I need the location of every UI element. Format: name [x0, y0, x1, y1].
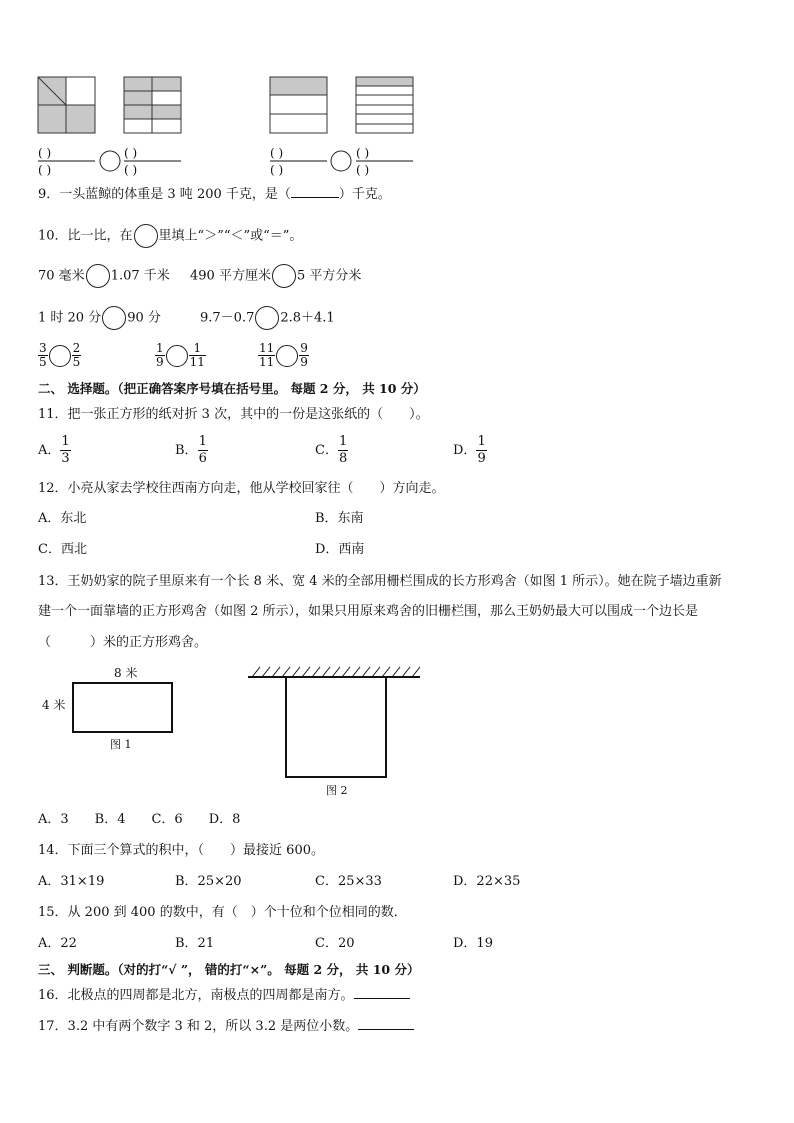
question-14: 14．下面三个算式的积中，（ ）最接近 600。: [38, 843, 324, 858]
compare-circle[interactable]: [49, 345, 71, 367]
section-title: 三、 判断题。（对的打“√ ”， 错的打“×”。 每题 2 分， 共 10 分）: [38, 962, 420, 977]
compare-item: [190, 264, 361, 288]
numerator: 3: [39, 341, 47, 355]
fraction: [258, 342, 275, 369]
q16-text: 16．北极点的四周都是北方，南极点的四周都是南方。: [38, 988, 354, 1003]
compare-circle[interactable]: [255, 306, 279, 330]
compare-circle[interactable]: [166, 345, 188, 367]
fraction: [476, 434, 486, 467]
fig1-height-label: 4 米: [42, 698, 66, 712]
compare-circle[interactable]: [102, 306, 126, 330]
numerator: 1: [198, 434, 207, 449]
q9-text: 9．一头蓝鲸的体重是 3 吨 200 千克，是（: [38, 187, 291, 202]
frac-blank-bottom: ( ): [270, 163, 284, 177]
fraction: [189, 342, 206, 369]
denominator: 11: [189, 355, 205, 369]
compare-left: 9.7－0.7: [200, 310, 255, 326]
option[interactable]: C．西北: [38, 542, 87, 557]
q10-text-b: 里填上“＞”“＜”或“＝”。: [158, 228, 303, 244]
question-11: 11．把一张正方形的纸对折 3 次，其中的一份是这张纸的（ ）。: [38, 407, 429, 422]
option-label: A．: [38, 443, 61, 458]
fraction-figure-d: [356, 77, 413, 133]
answer-blank[interactable]: [358, 1029, 414, 1030]
question-13-line-3: （ ）米的正方形鸡舍。: [38, 635, 208, 650]
fig1-width-label: 8 米: [114, 666, 138, 680]
denominator: 9: [156, 355, 164, 369]
question-16: [38, 988, 410, 1004]
frac-blank-top: ( ): [124, 146, 138, 160]
option[interactable]: D．西南: [315, 542, 365, 557]
denominator: 11: [259, 355, 275, 369]
frac-blank-top: ( ): [356, 146, 370, 160]
question-13-line-1: 13．王奶奶家的院子里原来有一个长 8 米、宽 4 米的全部用栅栏围成的长方形鸡舍（如图 1 所示）。她在院子墙边重新: [38, 574, 722, 589]
compare-right: 90 分: [127, 310, 161, 326]
fig1-caption: 图 1: [110, 738, 132, 751]
question-9: [38, 187, 391, 203]
compare-left: 70 毫米: [38, 268, 85, 284]
fraction: [299, 342, 309, 369]
fraction-figures: [0, 0, 794, 180]
compare-fraction-item: [258, 342, 309, 369]
fence-figures: [0, 660, 794, 800]
denominator: 9: [477, 451, 486, 466]
option[interactable]: [315, 433, 348, 469]
q13-options[interactable]: A．3 B．4 C．6 D．8: [38, 812, 241, 827]
option-label: B．: [175, 443, 198, 458]
option[interactable]: D．22×35: [453, 874, 521, 889]
option[interactable]: B．21: [175, 936, 215, 951]
numerator: 9: [300, 341, 308, 355]
option[interactable]: D．19: [453, 936, 493, 951]
denominator: 5: [39, 355, 47, 369]
option[interactable]: [175, 433, 208, 469]
q10-text-a: 10．比一比，在: [38, 228, 133, 244]
option-label: D．: [453, 443, 477, 458]
option[interactable]: [38, 433, 71, 469]
question-12: 12．小亮从家去学校往西南方向走，他从学校回家往（ ）方向走。: [38, 481, 445, 496]
q9-after: ）千克。: [338, 187, 391, 202]
answer-blank[interactable]: [354, 998, 410, 999]
option[interactable]: A．22: [38, 936, 77, 951]
denominator: 8: [338, 451, 348, 466]
numerator: 1: [189, 342, 206, 356]
numerator: 11: [259, 341, 275, 355]
fraction-figure-a: [38, 77, 95, 133]
compare-circle[interactable]: [134, 224, 158, 248]
frac-blank-top: ( ): [38, 146, 52, 160]
frac-blank-bottom: ( ): [38, 163, 52, 177]
fig2-caption: 图 2: [326, 784, 348, 797]
frac-blank-bottom: ( ): [356, 163, 370, 177]
numerator: 1: [477, 434, 486, 449]
q17-text: 17．3.2 中有两个数字 3 和 2，所以 3.2 是两位小数。: [38, 1019, 359, 1034]
option[interactable]: B．25×20: [175, 874, 242, 889]
compare-circle[interactable]: [272, 264, 296, 288]
compare-right: 5 平方分米: [296, 268, 362, 284]
figure-1: [42, 665, 172, 751]
answer-blank[interactable]: [291, 197, 339, 198]
compare-left: 1 时 20 分: [38, 310, 102, 326]
fraction: [38, 342, 48, 369]
fraction-figure-c: [270, 77, 327, 133]
question-10: [38, 224, 302, 248]
fraction: [338, 434, 348, 467]
fraction: [198, 434, 208, 467]
compare-right: 2.8＋4.1: [280, 310, 335, 326]
compare-item: [38, 306, 161, 330]
fraction-figure-b: [124, 77, 181, 133]
question-17: [38, 1019, 414, 1035]
numerator: 1: [156, 341, 164, 355]
option-label: C．: [315, 443, 338, 458]
option[interactable]: C．20: [315, 936, 355, 951]
section-title: 二、 选择题。（把正确答案序号填在括号里。 每题 2 分， 共 10 分）: [38, 381, 426, 396]
numerator: 2: [72, 341, 81, 355]
compare-right: 1.07 千米: [110, 268, 170, 284]
denominator: 3: [61, 451, 70, 466]
option[interactable]: B．东南: [315, 511, 364, 526]
fraction: [155, 342, 165, 369]
figure-2: [248, 667, 420, 797]
denominator: 5: [72, 355, 81, 369]
option[interactable]: A．31×19: [38, 874, 105, 889]
numerator: 1: [338, 434, 348, 449]
question-13-line-2: 建一个一面靠墙的正方形鸡舍（如图 2 所示），如果只用原来鸡舍的旧栅栏围，那么王奶奶最大可以围成一个边长是: [38, 604, 699, 619]
compare-circle[interactable]: [276, 345, 298, 367]
option[interactable]: A．东北: [38, 511, 87, 526]
compare-fraction-item: [38, 342, 81, 369]
compare-item: [38, 264, 170, 288]
denominator: 9: [300, 355, 308, 369]
compare-circle[interactable]: [86, 264, 110, 288]
fraction: [72, 342, 82, 369]
option[interactable]: C．25×33: [315, 874, 382, 889]
numerator: 1: [61, 434, 70, 449]
compare-fraction-item: [155, 342, 206, 369]
compare-item: [200, 306, 335, 330]
option[interactable]: [453, 433, 487, 469]
frac-blank-top: ( ): [270, 146, 284, 160]
denominator: 6: [198, 451, 207, 466]
compare-left: 490 平方厘米: [190, 268, 271, 284]
fraction: [60, 434, 70, 467]
frac-blank-bottom: ( ): [124, 163, 138, 177]
question-15: 15．从 200 到 400 的数中，有（ ）个十位和个位相同的数．: [38, 905, 407, 920]
